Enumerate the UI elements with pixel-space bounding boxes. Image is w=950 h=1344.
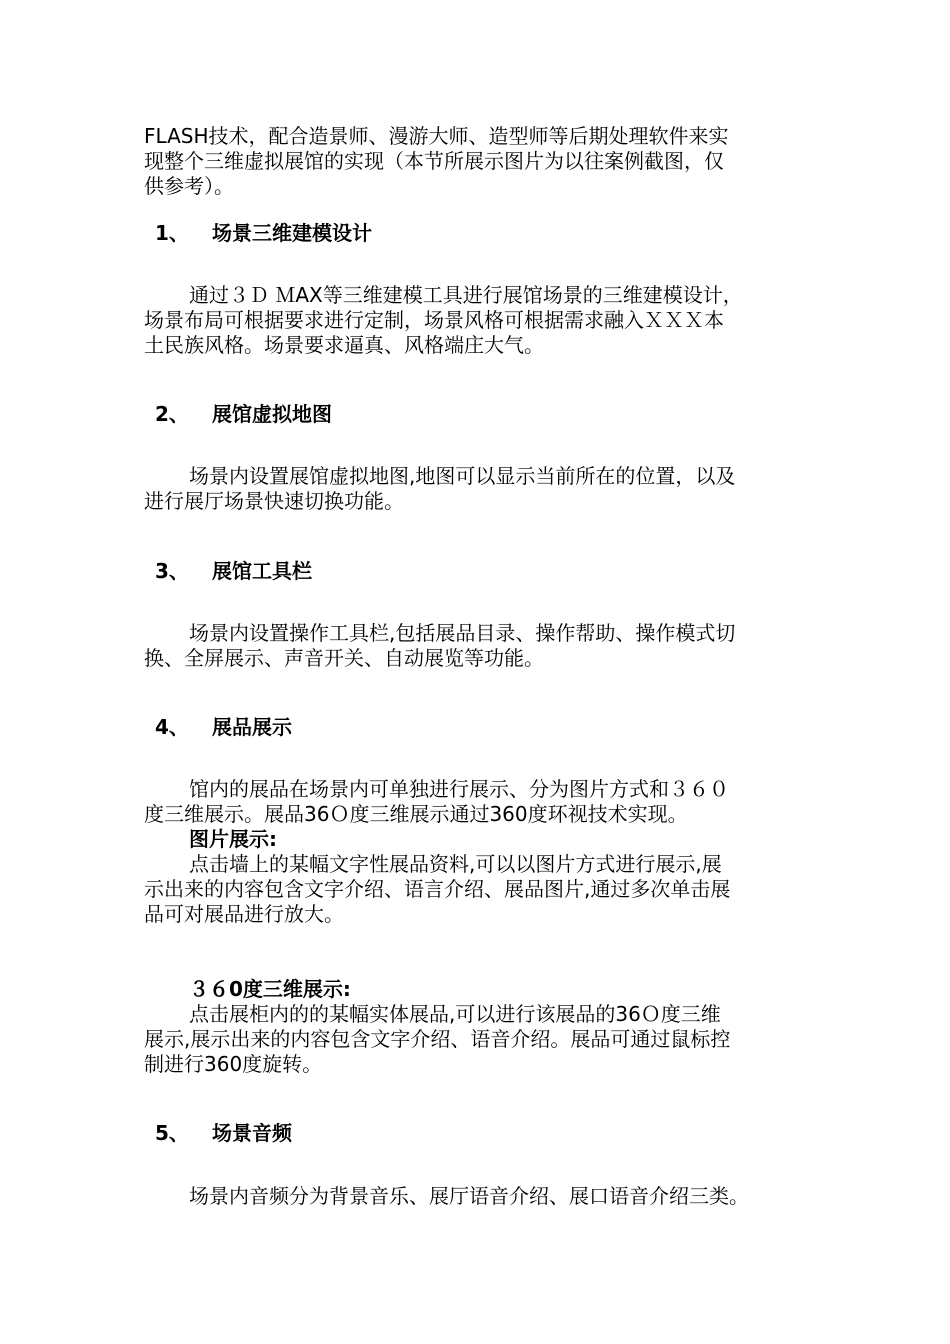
intro-line-2: 现整个三维虚拟展馆的实现（本节所展示图片为以往案例截图，仅 xyxy=(144,149,724,173)
section-4-line-2: 度三维展示。展品36Ｏ度三维展示通过360度环视技术实现。 xyxy=(144,802,688,826)
subsection-3d-line-2: 展示,展示出来的内容包含文字介绍、语音介绍。展品可通过鼠标控 xyxy=(144,1027,731,1051)
section-1-line-2: 场景布局可根据要求进行定制，场景风格可根据需求融入ＸＸＸ本 xyxy=(144,308,724,332)
section-4-line-1: 馆内的展品在场景内可单独进行展示、分为图片方式和３６０ xyxy=(189,777,729,801)
section-5-line-1: 场景内音频分为背景音乐、展厅语音介绍、展口语音介绍三类。 xyxy=(189,1184,749,1208)
subsection-3d-line-3: 制进行360度旋转。 xyxy=(144,1052,323,1076)
subsection-image-line-3: 品可对展品进行放大。 xyxy=(144,902,344,926)
subsection-image-line-2: 示出来的内容包含文字介绍、语言介绍、展品图片,通过多次单击展 xyxy=(144,877,731,901)
section-4-number: 4、 xyxy=(155,715,189,739)
subsection-image-display-title: 图片展示: xyxy=(189,827,277,851)
section-4-title: 展品展示 xyxy=(212,715,292,739)
section-1-title: 场景三维建模设计 xyxy=(212,221,372,245)
section-5-title: 场景音频 xyxy=(212,1121,292,1145)
section-3-number: 3、 xyxy=(155,559,189,583)
section-3-line-2: 换、全屏展示、声音开关、自动展览等功能。 xyxy=(144,646,544,670)
section-5-number: 5、 xyxy=(155,1121,189,1145)
section-2-line-2: 进行展厅场景快速切换功能。 xyxy=(144,489,404,513)
section-2-title: 展馆虚拟地图 xyxy=(212,402,332,426)
section-1-line-3: 土民族风格。场景要求逼真、风格端庄大气。 xyxy=(144,333,544,357)
section-1-number: 1、 xyxy=(155,221,189,245)
section-3-line-1: 场景内设置操作工具栏,包括展品目录、操作帮助、操作模式切 xyxy=(189,621,736,645)
section-2-number: 2、 xyxy=(155,402,189,426)
subsection-image-line-1: 点击墙上的某幅文字性展品资料,可以以图片方式进行展示,展 xyxy=(189,852,722,876)
subsection-3d-display-title: ３６0度三维展示: xyxy=(189,977,351,1001)
section-2-line-1: 场景内设置展馆虚拟地图,地图可以显示当前所在的位置，以及 xyxy=(189,464,736,488)
subsection-3d-line-1: 点击展柜内的的某幅实体展品,可以进行该展品的36Ｏ度三维 xyxy=(189,1002,721,1026)
section-1-line-1: 通过３Ｄ ＭAX等三维建模工具进行展馆场景的三维建模设计， xyxy=(189,283,743,307)
intro-line-1: FLASH技术，配合造景师、漫游大师、造型师等后期处理软件来实 xyxy=(144,124,729,148)
intro-line-3: 供参考）。 xyxy=(144,174,234,198)
section-3-title: 展馆工具栏 xyxy=(212,559,312,583)
